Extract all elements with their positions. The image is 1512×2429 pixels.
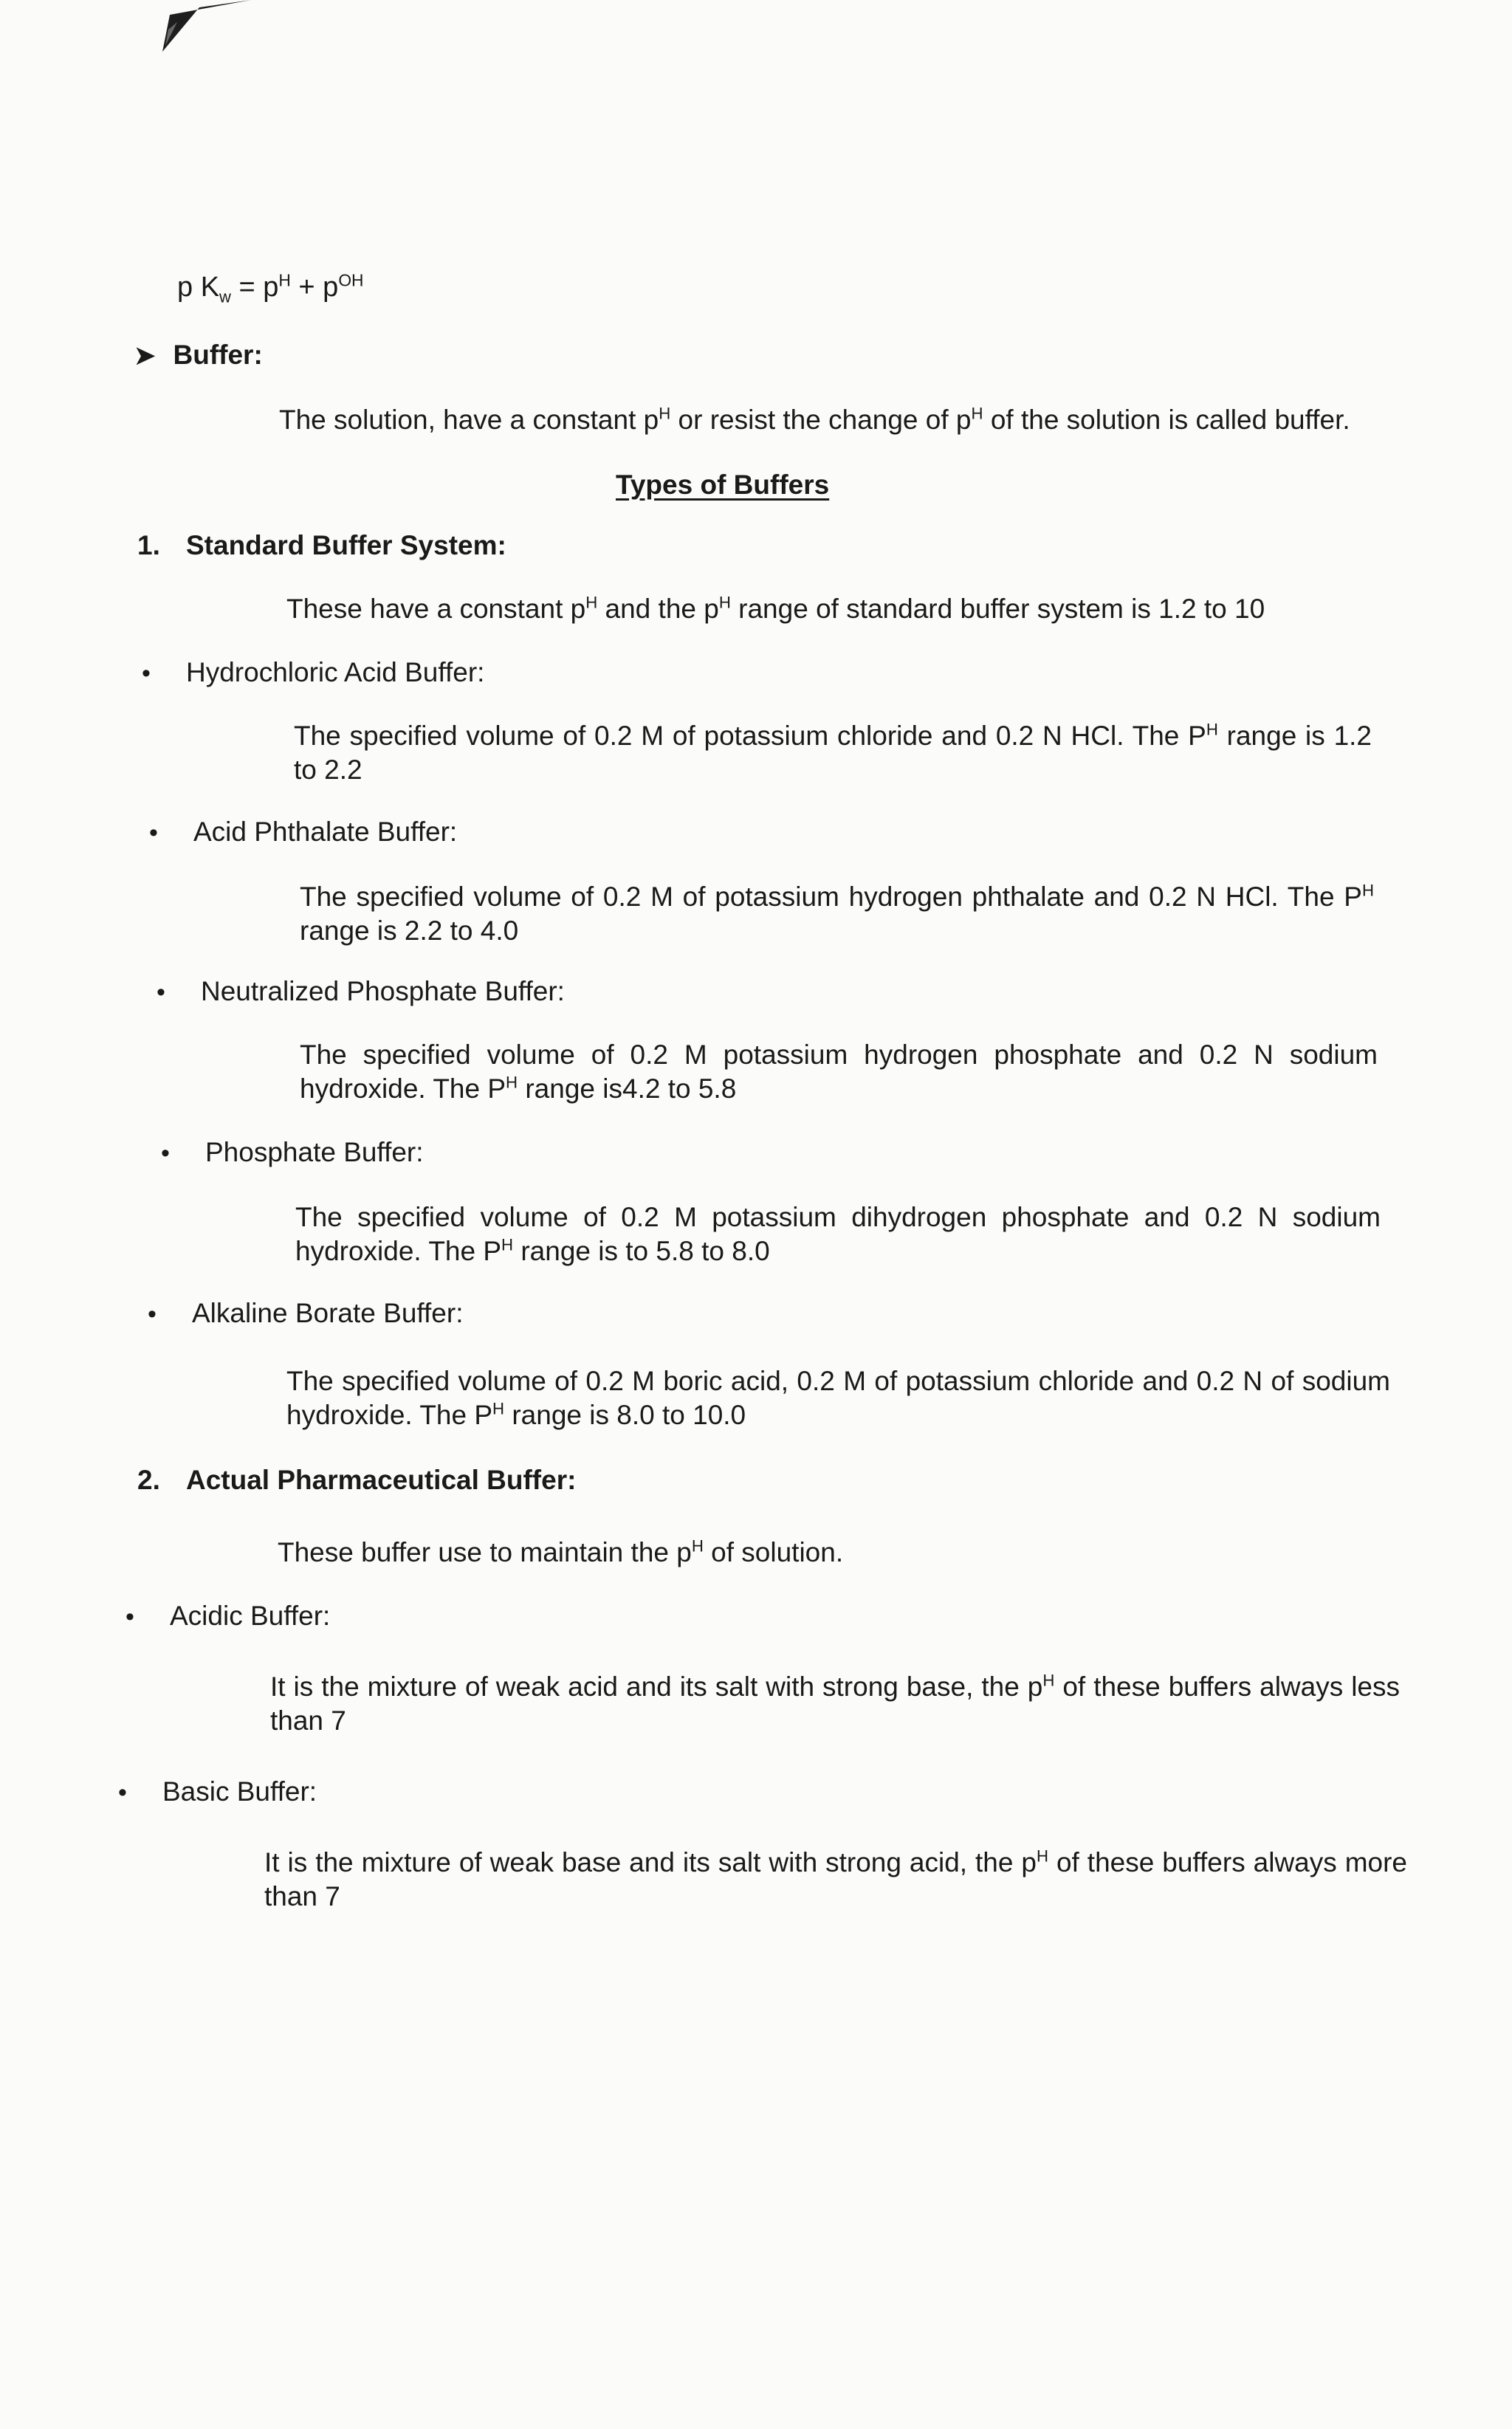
section1-heading: 1. Standard Buffer System: (137, 530, 506, 560)
item-description: The specified volume of 0.2 M potassium dihydrogen phosphate and 0.2 N sodium hydroxide. The $P^H$ range is to 5.8 to 8.0 (295, 1202, 1381, 1266)
bullet-icon: • (157, 978, 165, 1006)
item-description: The specified volume of 0.2 M of potassium chloride and 0.2 N HCl. The $P^H$ range is 1.2 to 2.2 (294, 720, 1372, 785)
bullet-icon: • (149, 819, 158, 847)
item-acid-phthalate-buffer: • Acid Phthalate Buffer: (149, 817, 458, 847)
item-basic-buffer: • Basic Buffer: (118, 1776, 317, 1807)
item-description: It is the mixture of weak base and its salt with strong acid, the $p^H$ of these buffers always more than 7 (264, 1846, 1408, 1911)
item-description: It is the mixture of weak acid and its salt with strong base, the $p^H$ of these buffers always less than 7 (270, 1671, 1400, 1736)
types-of-buffers-title: Types of Buffers (616, 470, 830, 500)
item-phosphate-buffer: • Phosphate Buffer: (161, 1137, 424, 1167)
bullet-icon: • (126, 1603, 134, 1631)
bullet-icon: • (161, 1139, 170, 1167)
item-description: The specified volume of 0.2 M boric acid, 0.2 M of potassium chloride and 0.2 N of sodium hydroxide. The $P^H$ range is 8.0 to 10.0 (286, 1366, 1390, 1430)
arrow-bullet-icon: ➤ (134, 342, 156, 370)
item-alkaline-borate-buffer: • Alkaline Borate Buffer: (148, 1298, 464, 1328)
section1-description: These have a constant $p^H$ and the $p^H$ range of standard buffer system is 1.2 to 10 (286, 593, 1265, 624)
bullet-icon: • (148, 1300, 157, 1328)
item-description: The specified volume of 0.2 M potassium hydrogen phosphate and 0.2 N sodium hydroxide. The $P^H$ range is4.2 to 5.8 (300, 1040, 1378, 1104)
section2-description: These buffer use to maintain the $p^H$ of solution. (278, 1536, 844, 1567)
bullet-icon: • (142, 659, 151, 687)
section2-heading: 2. Actual Pharmaceutical Buffer: (137, 1465, 577, 1495)
buffer-definition: The solution, have a constant $p^H$ or resist the change of $p^H$ of the solution is called buffer. (279, 404, 1350, 435)
item-hydrochloric-acid-buffer: • Hydrochloric Acid Buffer: (142, 657, 485, 687)
item-neutralized-phosphate-buffer: • Neutralized Phosphate Buffer: (157, 976, 565, 1006)
buffer-heading: ➤ Buffer: (134, 340, 263, 370)
bullet-icon: • (118, 1779, 127, 1807)
item-acidic-buffer: • Acidic Buffer: (126, 1601, 331, 1631)
item-description: The specified volume of 0.2 M of potassium hydrogen phthalate and 0.2 N HCl. The $P^H$ range is 2.2 to 4.0 (300, 881, 1374, 946)
pkw-equation: p $K_w = p^H + p^{OH}$ (177, 270, 364, 306)
corner-smudge-icon (155, 0, 258, 59)
